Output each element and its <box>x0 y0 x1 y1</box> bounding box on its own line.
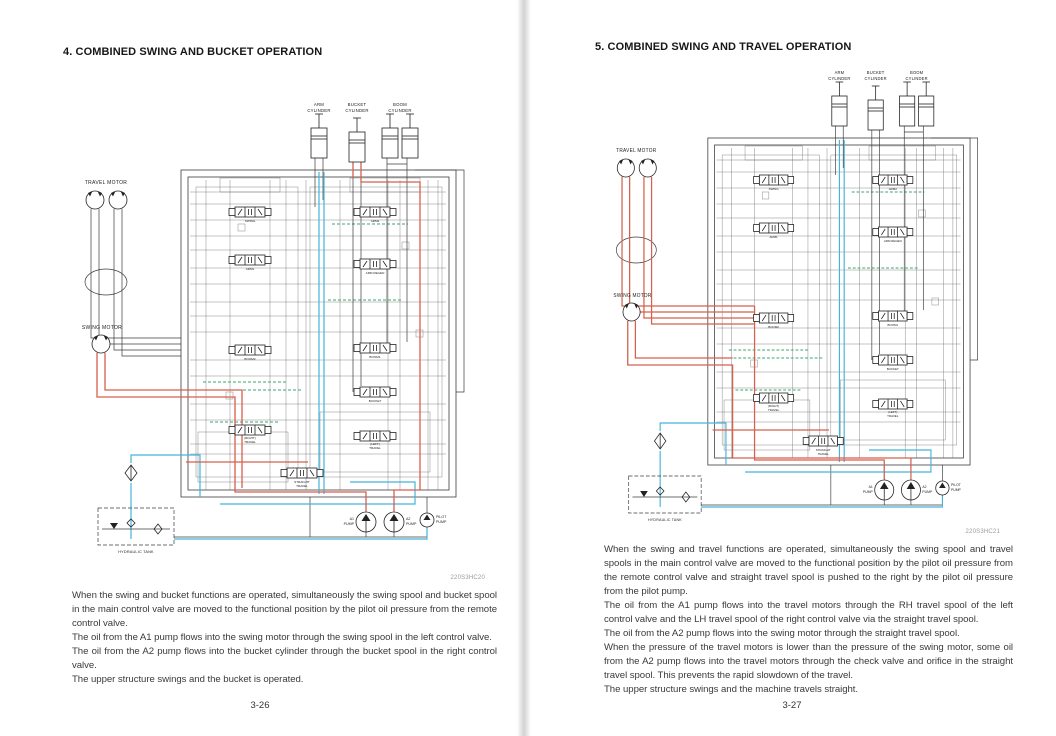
a1-pump-label: PUMP <box>862 489 873 495</box>
swing-motor-label: SWING MOTOR <box>613 293 652 300</box>
hydraulic-tank-symbol <box>629 476 701 522</box>
spool-right-travel <box>754 393 794 403</box>
spool-label: TRAVEL <box>296 484 308 488</box>
valve-spools <box>754 175 913 456</box>
spool-swing <box>754 175 794 185</box>
a2-pump-label: A2 <box>922 484 927 490</box>
boom-cylinder-label: CYLINDER <box>905 75 928 82</box>
body-paragraph: When the swing and bucket functions are operated, simultaneously the swing spool and bucket spool in the main control valve are moved to the functional position by the pilot oil pressure from the remote control valve. <box>72 590 497 629</box>
spool-right-travel <box>229 425 271 435</box>
bucket-cylinder-label: BUCKET <box>866 69 885 76</box>
a2-pump-label: A2 <box>406 517 411 521</box>
a1-pump-label: A1 <box>868 484 873 490</box>
swing-motor-label: SWING MOTOR <box>81 325 123 331</box>
cylinder-symbols <box>828 70 933 130</box>
spool-label: BOOM1 <box>369 355 381 359</box>
hydraulic-circuit-diagram-swing-bucket <box>70 92 500 562</box>
body-paragraph: The upper structure swings and the bucket is operated. <box>72 674 304 685</box>
arm-cylinder-icon <box>311 114 327 158</box>
spool-label: (RIGHT) <box>244 436 256 440</box>
spool-label: TRAVEL <box>768 407 780 413</box>
spool-bucket <box>873 355 913 365</box>
a2-pump-label: PUMP <box>922 489 933 495</box>
return-filter-icon <box>654 433 665 449</box>
bucket-cylinder-icon <box>349 118 365 162</box>
return-filter-icon <box>125 465 137 481</box>
arm-cylinder-label: ARM <box>834 69 845 76</box>
a2-pump-icon <box>384 512 404 532</box>
boom-cylinder-label: CYLINDER <box>388 108 412 113</box>
spool-straight-travel <box>803 436 843 446</box>
spool-arm1 <box>229 255 271 265</box>
right-body-text <box>604 543 1013 697</box>
pilot-pump-label: PUMP <box>436 520 447 524</box>
spool-label: TRAVEL <box>887 413 899 419</box>
spool-label: TRAVEL <box>244 440 256 444</box>
figure-code-left: 220S3HC20 <box>450 575 485 581</box>
swing-motor-icon <box>623 303 640 321</box>
page-gutter <box>517 0 531 736</box>
body-paragraph: The oil from the A2 pump flows into the bucket cylinder through the bucket spool in the right control valve. <box>72 646 497 671</box>
body-paragraph: The oil from the A2 pump flows into the swing motor through the straight travel spool. <box>604 628 960 639</box>
boom-cylinder-right-icon <box>919 82 934 126</box>
a2-pump-label: PUMP <box>406 522 417 526</box>
spool-label: BUCKET <box>368 399 382 403</box>
travel-motor-label: TRAVEL MOTOR <box>616 148 657 155</box>
hydraulic-schematic <box>602 60 1012 530</box>
swing-motor-symbol <box>82 325 122 353</box>
hydraulic-tank-label: HYDRAULIC TANK <box>118 550 154 554</box>
a1-pump-icon <box>875 480 894 500</box>
spool-arm2 <box>354 207 396 217</box>
spool-arm2 <box>873 175 913 185</box>
left-page-number: 3-26 <box>250 700 270 711</box>
spool-label: ARM1 <box>245 267 255 271</box>
valve-internal-detail-lines <box>190 180 446 490</box>
body-paragraph: When the swing and travel functions are operated, simultaneously the swing spool and travel spools in the main control valve are moved to the functional position by the pilot oil pressure from the remote control valve and straight travel spool is pushed to the right by the pilot oil pressure from the pilot pump. <box>604 544 1013 597</box>
spool-label: SWING <box>768 186 779 192</box>
pump-symbols <box>863 480 962 500</box>
spool-label: STRAIGHT <box>294 480 310 484</box>
spool-left-travel <box>354 431 396 441</box>
connection-lines <box>616 126 977 505</box>
spool-bucket <box>354 387 396 397</box>
arm-cylinder-label: CYLINDER <box>828 75 851 82</box>
a1-pump-label: A1 <box>349 517 354 521</box>
bucket-cylinder-label: BUCKET <box>347 102 367 107</box>
arm-cylinder-label: ARM <box>313 102 325 107</box>
hydraulic-schematic <box>70 92 500 562</box>
spool-label: ARM REGEN <box>883 238 902 244</box>
hydraulic-tank-symbol <box>98 508 174 554</box>
left-body-text <box>72 589 497 687</box>
spool-label: BOOM2 <box>768 324 779 330</box>
arm-cylinder-label: CYLINDER <box>307 108 331 113</box>
valve-spools <box>229 207 396 488</box>
a2-pump-icon <box>901 480 920 500</box>
spool-label: STRAIGHT <box>815 447 831 453</box>
right-page-number: 3-27 <box>782 700 802 711</box>
spool-swing <box>229 207 271 217</box>
boom-cylinder-left-icon <box>382 114 398 158</box>
spool-arm-regen <box>354 259 396 269</box>
travel-motor-right-icon <box>109 191 127 209</box>
spool-label: BOOM1 <box>887 322 899 328</box>
spool-arm1 <box>754 223 794 233</box>
travel-motor-left-icon <box>617 159 634 177</box>
spool-label: ARM REGEN <box>365 271 385 275</box>
spool-boom2 <box>229 345 271 355</box>
swing-motor-symbol <box>613 293 651 321</box>
spool-left-travel <box>873 399 913 409</box>
body-paragraph: The oil from the A1 pump flows into the travel motors through the RH travel spool of the left control valve and the LH travel spool of the right control valve via the straight travel spool. <box>604 600 1013 625</box>
spool-label: TRAVEL <box>369 446 381 450</box>
boom-cylinder-left-icon <box>899 82 914 126</box>
spool-label: ARM2 <box>370 219 380 223</box>
spool-label: BOOM2 <box>244 357 256 361</box>
travel-motor-label: TRAVEL MOTOR <box>84 180 128 186</box>
pump-symbols <box>344 512 448 532</box>
spool-boom1 <box>873 311 913 321</box>
arm-cylinder-icon <box>832 82 847 126</box>
a1-pump-icon <box>356 512 376 532</box>
spool-label: (LEFT) <box>888 409 898 415</box>
spool-label: (LEFT) <box>370 442 380 446</box>
spool-label: (RIGHT) <box>768 403 780 409</box>
pilot-pump-label: PUMP <box>950 487 961 493</box>
a1-pump-label: PUMP <box>343 522 354 526</box>
travel-motor-symbol <box>85 180 127 209</box>
bucket-cylinder-icon <box>868 86 883 130</box>
bucket-cylinder-label: CYLINDER <box>864 75 887 82</box>
spool-arm-regen <box>873 227 913 237</box>
cylinder-symbols <box>307 102 418 162</box>
left-page-title: 4. COMBINED SWING AND BUCKET OPERATION <box>63 46 323 58</box>
travel-motor-left-icon <box>86 191 104 209</box>
body-paragraph: The oil from the A1 pump flows into the swing motor through the swing spool in the left control valve. <box>72 632 492 643</box>
spool-boom2 <box>754 313 794 323</box>
pilot-pump-label: PILOT <box>436 515 447 519</box>
spool-boom1 <box>354 343 396 353</box>
pilot-oil-lines <box>131 172 427 539</box>
spool-straight-travel <box>281 468 323 478</box>
connection-lines <box>85 158 464 537</box>
spool-label: ARM2 <box>888 186 897 192</box>
boom-cylinder-right-icon <box>402 114 418 158</box>
hydraulic-circuit-diagram-swing-travel <box>602 60 1012 530</box>
travel-motor-symbol <box>616 148 657 177</box>
swing-motor-icon <box>92 335 110 353</box>
pilot-pump-label: PILOT <box>950 482 961 488</box>
spool-label: SWING <box>244 219 256 223</box>
valve-internal-detail-lines <box>716 148 960 458</box>
spool-label: BUCKET <box>886 366 899 372</box>
right-page-title: 5. COMBINED SWING AND TRAVEL OPERATION <box>595 41 852 53</box>
body-paragraph: When the pressure of the travel motors is lower than the pressure of the swing motor, some oil from the A2 pump flows into the travel motors through the check valve and orifice in the straight travel spool. This prevents the rapid slowdown of the travel. <box>604 642 1013 681</box>
spool-label: ARM1 <box>769 234 778 240</box>
pilot-pump-icon <box>936 481 949 495</box>
pilot-pump-icon <box>420 513 434 527</box>
hydraulic-tank-label: HYDRAULIC TANK <box>647 517 682 523</box>
boom-cylinder-label: BOOM <box>393 102 407 107</box>
spool-label: TRAVEL <box>817 451 829 457</box>
body-paragraph: The upper structure swings and the machine travels straight. <box>604 684 859 695</box>
travel-motor-right-icon <box>639 159 656 177</box>
bucket-cylinder-label: CYLINDER <box>345 108 369 113</box>
boom-cylinder-label: BOOM <box>910 69 924 76</box>
figure-code-right: 220S3HC21 <box>965 529 1000 535</box>
